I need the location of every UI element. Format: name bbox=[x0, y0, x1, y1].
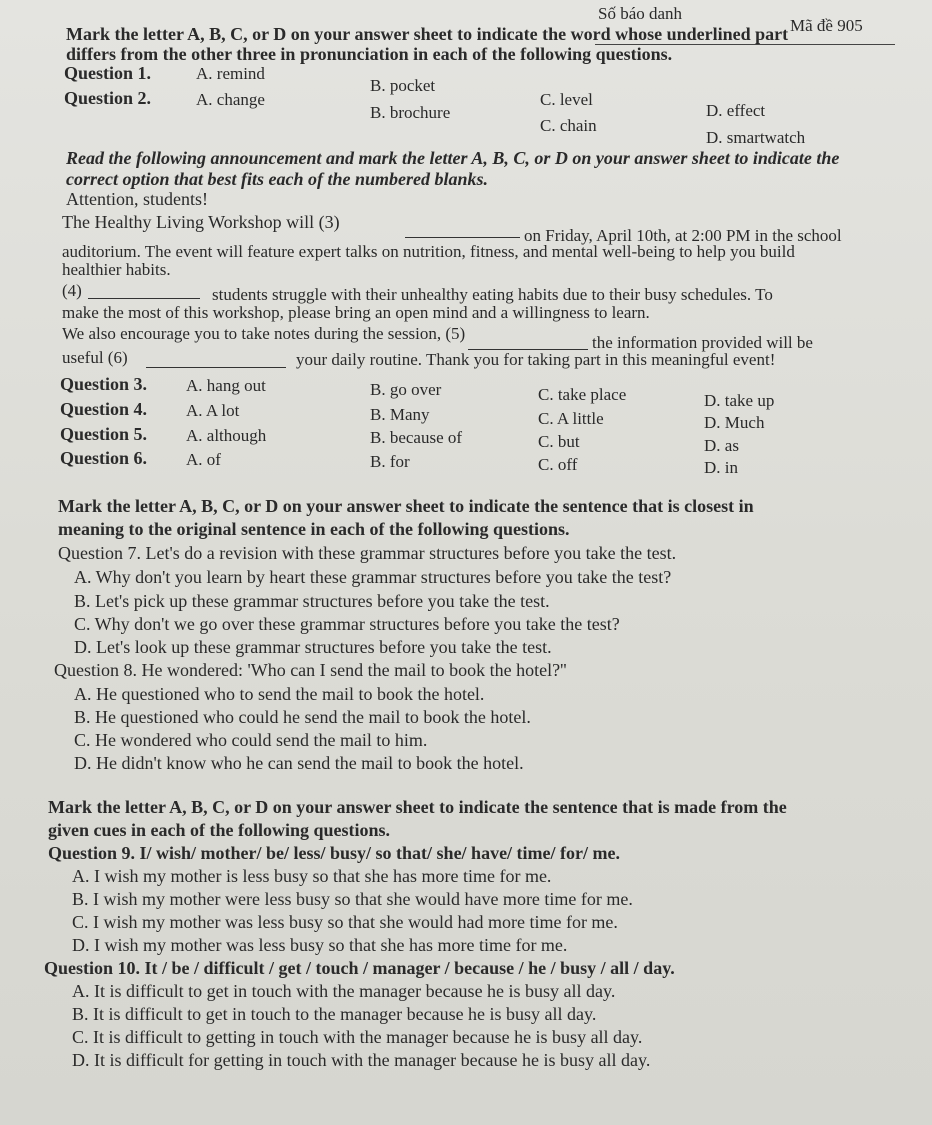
q8-stem: Question 8. He wondered: 'Who can I send the mail to book the hotel?'' bbox=[54, 660, 567, 680]
announcement-line2: auditorium. The event will feature expert talks on nutrition, fitness, and mental well-being to help you build bbox=[62, 242, 795, 261]
q6-option-d: D. in bbox=[704, 458, 738, 477]
announcement-line6a: We also encourage you to take notes during the session, (5) bbox=[62, 324, 466, 343]
q9-option-a: A. I wish my mother is less busy so that she has more time for me. bbox=[72, 866, 552, 886]
announcement-line3: healthier habits. bbox=[62, 260, 171, 279]
q6-label: Question 6. bbox=[60, 448, 148, 468]
q1-option-b: B. pocket bbox=[370, 76, 436, 95]
q9-stem: Question 9. I/ wish/ mother/ be/ less/ busy/ so that/ she/ have/ time/ for/ me. bbox=[48, 843, 621, 863]
q3-option-a: A. hang out bbox=[186, 376, 266, 395]
q7-stem: Question 7. Let's do a revision with these grammar structures before you take the test. bbox=[58, 543, 677, 563]
q2-option-b: B. brochure bbox=[370, 103, 451, 122]
section2-instruction-line2: correct option that best fits each of the numbered blanks. bbox=[66, 169, 489, 189]
q8-option-c: C. He wondered who could send the mail to him. bbox=[74, 730, 428, 750]
q10-option-a: A. It is difficult to get in touch with the manager because he is busy all day. bbox=[72, 981, 616, 1001]
blank-4 bbox=[88, 297, 200, 299]
q9-option-b: B. I wish my mother were less busy so that she would have more time for me. bbox=[72, 889, 633, 909]
section4-instruction-line1: Mark the letter A, B, C, or D on your answer sheet to indicate the sentence that is made from the bbox=[48, 797, 787, 817]
q4-option-b: B. Many bbox=[370, 405, 430, 424]
section3-instruction-line2: meaning to the original sentence in each of the following questions. bbox=[58, 519, 570, 539]
q10-option-d: D. It is difficult for getting in touch with the manager because he is busy all day. bbox=[72, 1050, 651, 1070]
q8-option-b: B. He questioned who could he send the mail to book the hotel. bbox=[74, 707, 531, 727]
q2-label: Question 2. bbox=[64, 88, 152, 108]
q9-option-c: C. I wish my mother was less busy so that she would had more time for me. bbox=[72, 912, 618, 932]
announcement-line1a: The Healthy Living Workshop will (3) bbox=[62, 212, 340, 232]
q1-option-a: A. remind bbox=[196, 64, 265, 83]
section3-instruction-line1: Mark the letter A, B, C, or D on your answer sheet to indicate the sentence that is closest in bbox=[58, 496, 754, 516]
q3-option-b: B. go over bbox=[370, 380, 442, 399]
section1-instruction-line1: Mark the letter A, B, C, or D on your answer sheet to indicate the word whose underlined part bbox=[66, 24, 789, 44]
q6-option-c: C. off bbox=[538, 455, 578, 474]
announcement-greeting: Attention, students! bbox=[66, 189, 208, 209]
q3-option-d: D. take up bbox=[704, 391, 775, 410]
section4-instruction-line2: given cues in each of the following questions. bbox=[48, 820, 391, 840]
announcement-line4b: students struggle with their unhealthy eating habits due to their busy schedules. To bbox=[212, 285, 773, 304]
announcement-line4a: (4) bbox=[62, 281, 82, 300]
q5-option-b: B. because of bbox=[370, 428, 463, 447]
section1-instruction-line2: differs from the other three in pronunciation in each of the following questions. bbox=[66, 44, 673, 64]
q3-label: Question 3. bbox=[60, 374, 148, 394]
q2-option-d: D. smartwatch bbox=[706, 128, 806, 147]
exam-code: Mã đề 905 bbox=[790, 16, 863, 35]
q10-option-c: C. It is difficult to getting in touch with the manager because he is busy all day. bbox=[72, 1027, 643, 1047]
q1-label: Question 1. bbox=[64, 63, 152, 83]
q10-stem: Question 10. It / be / difficult / get / touch / manager / because / he / busy / all / day. bbox=[44, 958, 675, 978]
q7-option-d: D. Let's look up these grammar structures before you take the test. bbox=[74, 637, 552, 657]
announcement-line6b: the information provided will be bbox=[592, 333, 813, 352]
candidate-number-label: Số báo danh bbox=[598, 4, 683, 23]
q1-option-d: D. effect bbox=[706, 101, 766, 120]
q5-option-a: A. although bbox=[186, 426, 267, 445]
q2-option-a: A. change bbox=[196, 90, 265, 109]
q4-option-a: A. A lot bbox=[186, 401, 240, 420]
q7-option-a: A. Why don't you learn by heart these grammar structures before you take the test? bbox=[74, 567, 672, 587]
announcement-line1b: on Friday, April 10th, at 2:00 PM in the school bbox=[524, 226, 842, 245]
q4-option-d: D. Much bbox=[704, 413, 765, 432]
announcement-line5: make the most of this workshop, please bring an open mind and a willingness to learn. bbox=[62, 303, 650, 322]
q7-option-c: C. Why don't we go over these grammar structures before you take the test? bbox=[74, 614, 620, 634]
q6-option-a: A. of bbox=[186, 450, 221, 469]
q7-option-b: B. Let's pick up these grammar structures before you take the test. bbox=[74, 591, 550, 611]
section2-instruction-line1: Read the following announcement and mark the letter A, B, C, or D on your answer sheet to indicate the bbox=[66, 148, 840, 168]
q2-option-c: C. chain bbox=[540, 116, 597, 135]
q4-option-c: C. A little bbox=[538, 409, 604, 428]
q10-option-b: B. It is difficult to get in touch to the manager because he is busy all day. bbox=[72, 1004, 597, 1024]
q4-label: Question 4. bbox=[60, 399, 148, 419]
q9-option-d: D. I wish my mother was less busy so that she has more time for me. bbox=[72, 935, 568, 955]
q8-option-a: A. He questioned who to send the mail to book the hotel. bbox=[74, 684, 485, 704]
blank-3 bbox=[405, 236, 520, 238]
announcement-line7b: your daily routine. Thank you for taking part in this meaningful event! bbox=[296, 350, 776, 369]
announcement-line7a: useful (6) bbox=[62, 348, 128, 367]
q8-option-d: D. He didn't know who he can send the mail to book the hotel. bbox=[74, 753, 524, 773]
q3-option-c: C. take place bbox=[538, 385, 627, 404]
blank-6 bbox=[146, 366, 286, 368]
q5-label: Question 5. bbox=[60, 424, 148, 444]
q5-option-d: D. as bbox=[704, 436, 739, 455]
q1-option-c: C. level bbox=[540, 90, 593, 109]
q6-option-b: B. for bbox=[370, 452, 410, 471]
q5-option-c: C. but bbox=[538, 432, 580, 451]
